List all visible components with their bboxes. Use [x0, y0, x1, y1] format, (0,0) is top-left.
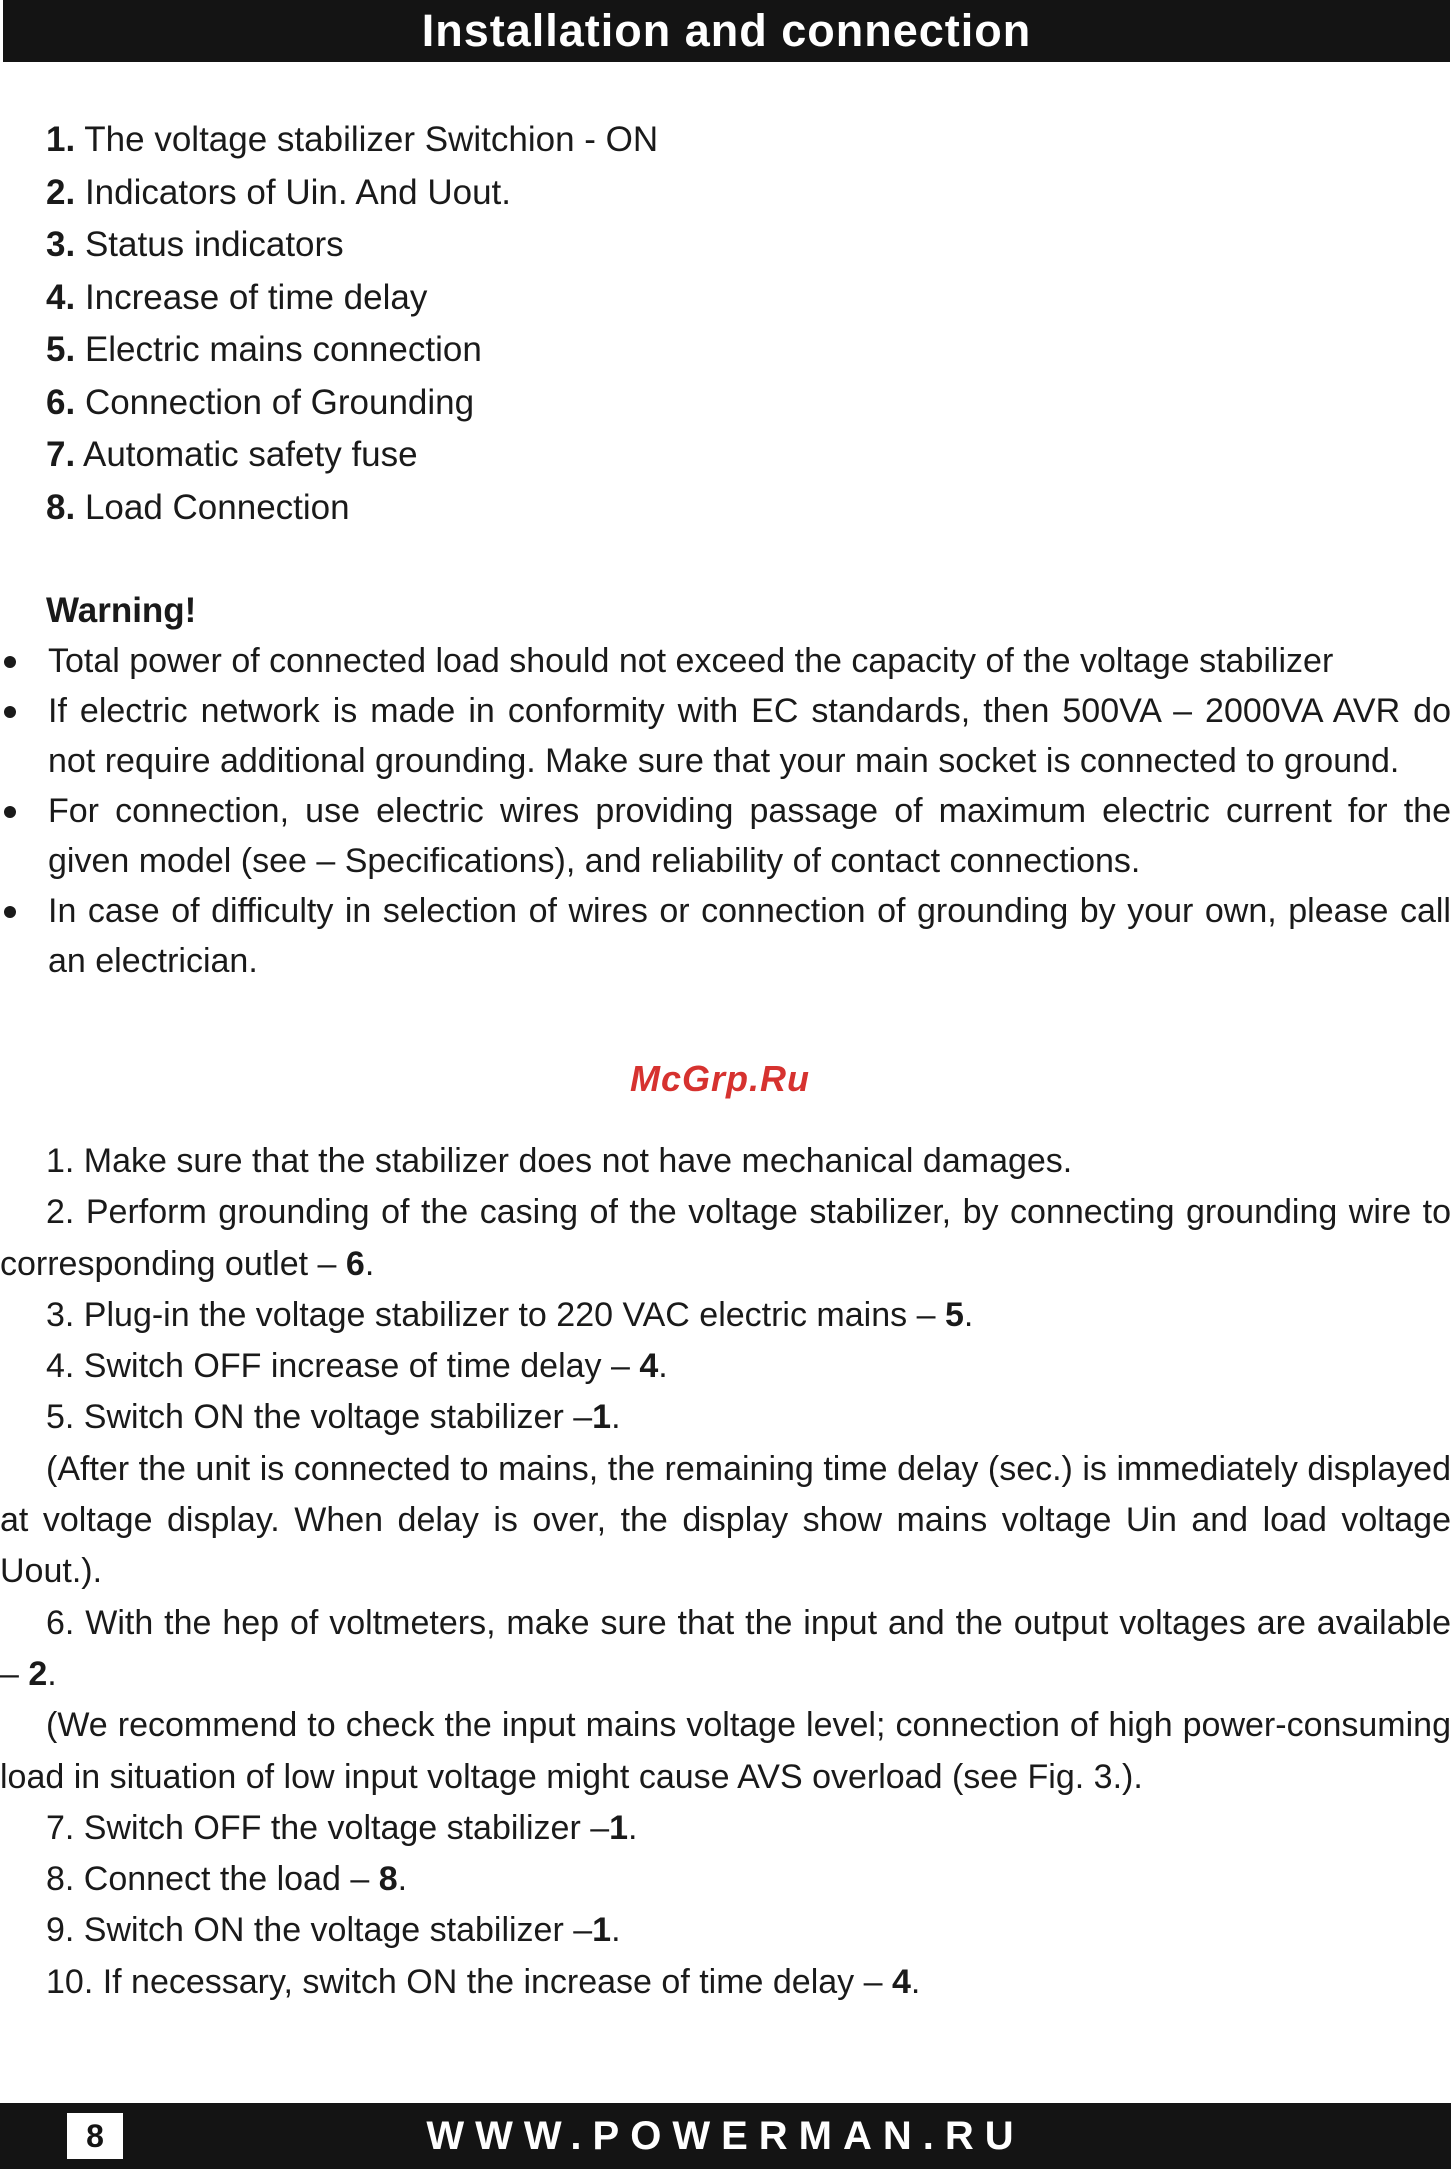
warning-item	[0, 886, 1451, 986]
step-text: 6. With the hep of voltmeters, make sure that the input and the output voltages are available –	[0, 1603, 1451, 1693]
step-paragraph	[0, 1957, 1451, 2008]
step-paragraph	[0, 1187, 1451, 1290]
warning-item	[0, 686, 1451, 786]
page-header-bar	[3, 0, 1450, 62]
component-item	[46, 377, 658, 430]
warning-item	[0, 786, 1451, 886]
warning-text: If electric network is made in conformity with EC standards, then 500VA – 2000VA AVR do not require additional grounding. Make sure that your main socket is connected to ground.	[48, 692, 1451, 780]
component-item	[46, 167, 658, 220]
step-end: .	[397, 1860, 408, 1899]
warning-text: Total power of connected load should not exceed the capacity of the voltage stabilizer	[48, 642, 1334, 680]
warning-item	[0, 636, 1451, 686]
bullet-icon	[4, 906, 16, 918]
step-end: .	[910, 1962, 921, 2001]
component-label: Automatic safety fuse	[83, 435, 418, 474]
step-ref: 5	[944, 1295, 964, 1334]
step-text: (After the unit is connected to mains, the remaining time delay (sec.) is immediately displayed at voltage display. When delay is over, the display show mains voltage Uin and load voltage Uout.).	[0, 1449, 1451, 1591]
component-number: 1.	[46, 120, 76, 159]
step-paragraph	[0, 1444, 1451, 1598]
step-text: 1. Make sure that the stabilizer does not have mechanical damages.	[46, 1142, 1073, 1180]
step-ref: 8	[378, 1860, 398, 1899]
component-label: Status indicators	[84, 225, 344, 264]
component-item	[46, 272, 658, 325]
step-ref: 2	[28, 1654, 48, 1693]
page-number: 8	[67, 2113, 123, 2159]
step-end: .	[963, 1295, 974, 1334]
step-text: 2. Perform grounding of the casing of the voltage stabilizer, by connecting grounding wire to corresponding outlet –	[0, 1193, 1451, 1283]
component-item	[46, 324, 658, 377]
step-ref: 4	[891, 1962, 911, 2001]
page-footer-bar	[0, 2103, 1451, 2169]
step-text: 7. Switch OFF the voltage stabilizer –	[46, 1808, 610, 1847]
component-number: 2.	[46, 172, 76, 212]
step-end: .	[364, 1244, 375, 1283]
component-item	[46, 482, 658, 535]
step-ref: 1	[609, 1808, 629, 1847]
step-text: 3. Plug-in the voltage stabilizer to 220 VAC electric mains –	[46, 1295, 945, 1334]
warning-text: For connection, use electric wires providing passage of maximum electric current for the given model (see – Specifications), and reliability of contact connections.	[48, 792, 1451, 880]
step-paragraph	[0, 1803, 1451, 1854]
step-text: 5. Switch ON the voltage stabilizer –	[46, 1398, 593, 1437]
step-end: .	[47, 1654, 57, 1693]
step-paragraph	[0, 1136, 1451, 1187]
component-item	[46, 429, 658, 482]
step-ref: 1	[592, 1911, 612, 1950]
step-paragraph	[0, 1598, 1451, 1701]
component-label: Load Connection	[84, 487, 350, 527]
installation-steps	[0, 1136, 1451, 2008]
step-ref: 1	[592, 1398, 612, 1437]
step-paragraph	[0, 1905, 1451, 1956]
step-end: .	[658, 1347, 668, 1386]
component-label: Connection of Grounding	[84, 382, 475, 422]
warning-list	[0, 636, 1451, 986]
step-paragraph	[0, 1341, 1451, 1392]
step-text: 8. Connect the load –	[46, 1860, 379, 1899]
component-label: Indicators of Uin. And Uout.	[84, 172, 512, 212]
step-ref: 6	[345, 1244, 365, 1283]
step-text: 10. If necessary, switch ON the increase of time delay –	[46, 1962, 892, 2001]
step-end: .	[611, 1398, 621, 1437]
step-paragraph	[0, 1854, 1451, 1905]
footer-url: WWW.POWERMAN.RU	[426, 2113, 1025, 2158]
step-paragraph	[0, 1290, 1451, 1341]
component-number: 4.	[46, 277, 76, 317]
component-label: The voltage stabilizer Switchion - ON	[84, 120, 659, 159]
component-item	[46, 114, 658, 167]
component-number: 7.	[46, 435, 76, 474]
component-item	[46, 219, 658, 272]
component-label: Increase of time delay	[84, 277, 428, 317]
step-text: 4. Switch OFF increase of time delay –	[46, 1347, 640, 1386]
component-label: Electric mains connection	[84, 330, 482, 369]
step-paragraph	[0, 1700, 1451, 1803]
step-end: .	[611, 1911, 621, 1950]
step-text: (We recommend to check the input mains voltage level; connection of high power-consuming load in situation of low input voltage might cause AVS overload (see Fig. 3.).	[0, 1706, 1451, 1796]
component-number: 3.	[46, 225, 76, 264]
step-text: 9. Switch ON the voltage stabilizer –	[46, 1911, 593, 1950]
bullet-icon	[4, 656, 16, 668]
component-list	[46, 114, 658, 534]
bullet-icon	[4, 706, 16, 718]
page-title: Installation and connection	[421, 5, 1032, 56]
warning-heading: Warning!	[46, 591, 197, 630]
step-paragraph	[0, 1392, 1451, 1443]
step-end: .	[628, 1808, 638, 1847]
watermark-logo: McGrp.Ru	[630, 1058, 811, 1099]
component-number: 5.	[46, 330, 76, 369]
step-ref: 4	[639, 1347, 659, 1386]
bullet-icon	[4, 806, 16, 818]
warning-text: In case of difficulty in selection of wires or connection of grounding by your own, please call an electrician.	[48, 892, 1451, 980]
component-number: 6.	[46, 382, 76, 422]
component-number: 8.	[46, 487, 76, 527]
